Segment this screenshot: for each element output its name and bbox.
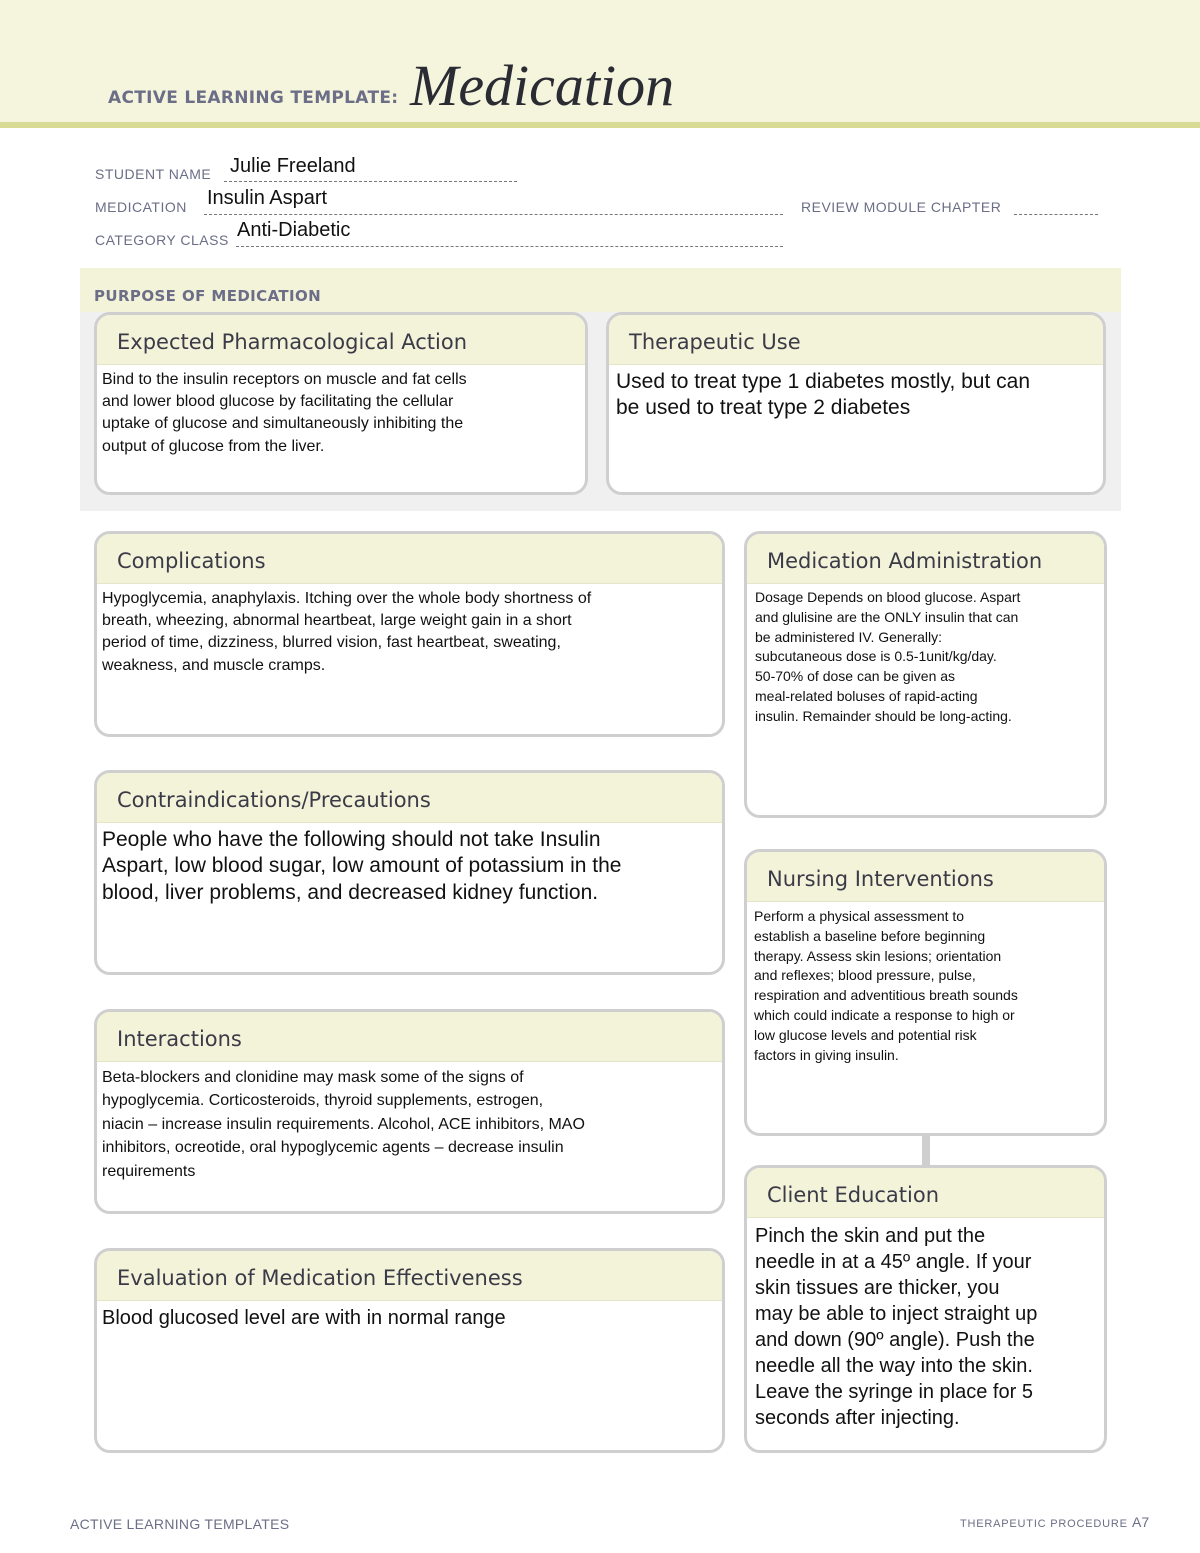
interactions-title: Interactions	[97, 1012, 722, 1062]
medication-administration-title: Medication Administration	[747, 534, 1104, 584]
contraindications-box	[94, 770, 725, 975]
client-education-text[interactable]: Pinch the skin and put the needle in at a 45º angle. If your skin tissues are thicker, you may be able to inject straight up and down (90º angle). Push the needle all the way into the skin. Leave the syringe in place for 5 seconds after injecting.	[755, 1225, 1038, 1429]
nursing-interventions-box	[744, 849, 1107, 1136]
interactions-box	[94, 1009, 725, 1214]
expected-action-text[interactable]: Bind to the insulin receptors on muscle and fat cells and lower blood glucose by facilitating the cellular uptake of glucose and simultaneously inhibiting the output of glucose from the liver.	[102, 371, 467, 455]
student-name-line	[224, 181, 517, 182]
footer-page-number: A7	[1132, 1514, 1150, 1530]
therapeutic-use-title: Therapeutic Use	[609, 315, 1103, 365]
medication-label: MEDICATION	[95, 199, 187, 215]
therapeutic-use-box	[606, 312, 1106, 495]
nursing-interventions-text[interactable]: Perform a physical assessment to establish a baseline before beginning therapy. Assess skin lesions; orientation and reflexes; blood pressure, pulse, respiration and adventitious breath sounds which could indicate a response to high or low glucose levels and potential risk factors in giving insulin.	[754, 908, 1018, 1063]
student-name-field[interactable]: Julie Freeland	[230, 155, 356, 177]
complications-box	[94, 531, 725, 737]
category-class-label: CATEGORY CLASS	[95, 232, 229, 248]
medication-administration-box	[744, 531, 1107, 818]
template-label: ACTIVE LEARNING TEMPLATE:	[108, 88, 399, 108]
complications-text[interactable]: Hypoglycemia, anaphylaxis. Itching over the whole body shortness of breath, wheezing, abnormal heartbeat, large weight gain in a short period of time, dizziness, blurred vision, fast heartbeat, sweating, weakness, and muscle cramps.	[102, 590, 592, 674]
medication-line	[204, 214, 783, 215]
category-class-field[interactable]: Anti-Diabetic	[237, 219, 351, 241]
purpose-label: PURPOSE OF MEDICATION	[94, 287, 322, 305]
review-module-label: REVIEW MODULE CHAPTER	[801, 199, 1002, 215]
category-class-line	[236, 246, 783, 247]
page-title: Medication	[410, 53, 675, 118]
client-education-title: Client Education	[747, 1168, 1104, 1218]
footer-right: THERAPEUTIC PROCEDURE	[960, 1518, 1128, 1530]
nursing-interventions-title: Nursing Interventions	[747, 852, 1104, 902]
evaluation-box	[94, 1248, 725, 1453]
interactions-text[interactable]: Beta-blockers and clonidine may mask some of the signs of hypoglycemia. Corticosteroids, thyroid supplements, estrogen, niacin – increase insulin requirements. Alcohol, ACE inhibitors, MAO inhibitors, ocreotide, oral hypoglycemic agents – decrease insulin requirements	[102, 1069, 585, 1180]
evaluation-text[interactable]: Blood glucosed level are with in normal range	[102, 1307, 506, 1329]
student-name-label: STUDENT NAME	[95, 166, 212, 182]
expected-action-title: Expected Pharmacological Action	[97, 315, 585, 365]
review-module-line	[1014, 214, 1098, 215]
footer-left: ACTIVE LEARNING TEMPLATES	[70, 1516, 290, 1532]
expected-action-box	[94, 312, 588, 495]
therapeutic-use-text[interactable]: Used to treat type 1 diabetes mostly, but can be used to treat type 2 diabetes	[616, 370, 1031, 420]
box-connector	[922, 1134, 930, 1166]
medication-field[interactable]: Insulin Aspart	[207, 187, 328, 209]
contraindications-text[interactable]: People who have the following should not take Insulin Aspart, low blood sugar, low amount of potassium in the blood, liver problems, and decreased kidney function.	[102, 828, 622, 904]
evaluation-title: Evaluation of Medication Effectiveness	[97, 1251, 722, 1301]
medication-administration-text[interactable]: Dosage Depends on blood glucose. Aspart and glulisine are the ONLY insulin that can be administered IV. Generally: subcutaneous dose is 0.5-1unit/kg/day. 50-70% of dose can be given as meal-related boluses of rapid-acting insulin. Remainder should be long-acting.	[755, 589, 1021, 724]
contraindications-title: Contraindications/Precautions	[97, 773, 722, 823]
header-rule	[0, 122, 1200, 128]
complications-title: Complications	[97, 534, 722, 584]
client-education-box	[744, 1165, 1107, 1453]
